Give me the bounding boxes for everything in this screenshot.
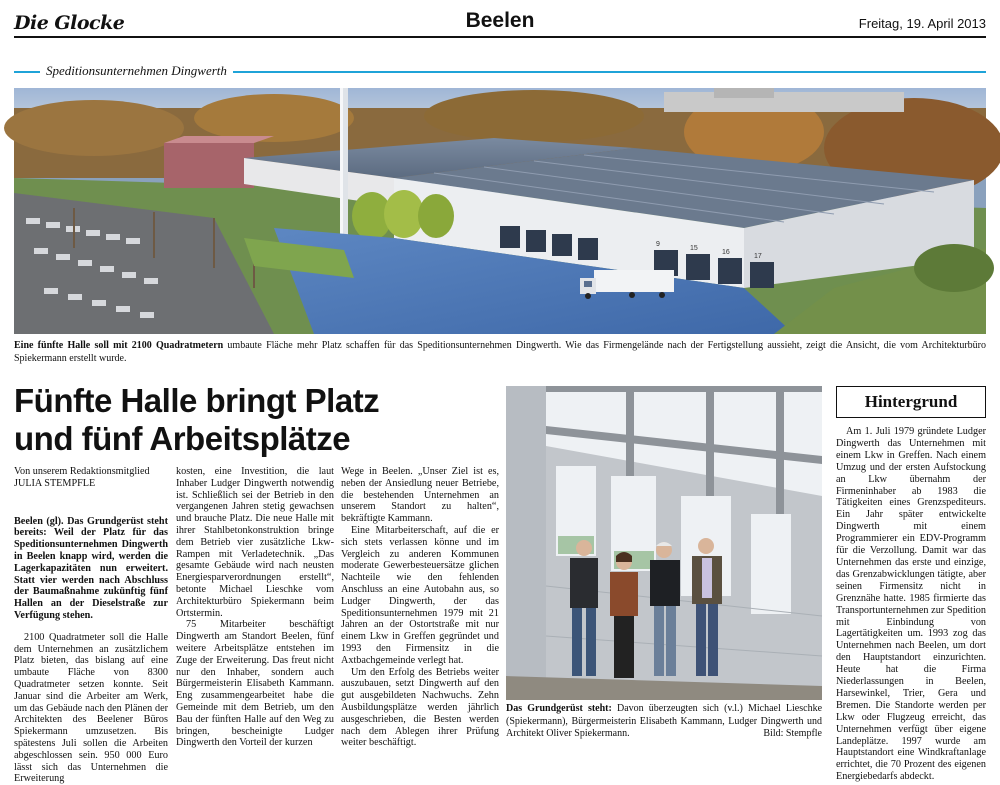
article-paragraph: 2100 Quadratmeter soll die Halle dem Unternehmen an zusätzlichem Platz bieten, das bislang auf eine umbaute Fläche von 8300 Quadratmeter setzen konnte. Seit Januar sind die Arbeiter am Werk, um das Gebäude nach den Plänen der Architekten des Beelener Büros Spiekermann umzusetzen. Bis spätestens Juli sollen die Arbeiten abgeschlossen sein. 950 000 Euro lässt sich das Unternehmen die Erweiterung — [14, 631, 168, 785]
article-column-1 — [14, 466, 168, 785]
caption-lead: Das Grundgerüst steht: — [506, 703, 612, 714]
article-paragraph: Um den Erfolg des Betriebs weiter auszubauen, setzt Dingwerth auf den gut ausgebildeten Nachwuchs. Zehn Ausbildungsplätze werden jährlich ausgeschrieben, die Besten werden nach dem Ablegen ihrer Prüfung weiter beschäftigt. — [341, 666, 499, 749]
photo-credit: Bild: Stempfle — [763, 728, 822, 739]
byline-intro: Von unserem Redaktionsmitglied — [14, 466, 150, 477]
dock-number: 15 — [690, 245, 698, 252]
section-title: Beelen — [465, 9, 535, 32]
sidebar-title: Hintergrund — [836, 386, 986, 418]
kicker-row — [14, 63, 986, 81]
kicker-label: Speditionsunternehmen Dingwerth — [40, 63, 233, 79]
byline-author: JULIA STEMPFLE — [14, 477, 96, 489]
publication-date: Freitag, 19. April 2013 — [858, 16, 986, 31]
headline-line-1: Fünfte Halle bringt Platz — [14, 382, 380, 419]
caption-text: Davon überzeugten sich (v.l.) Michael Lieschke (Spiekermann), Bürgermeisterin Elisabeth Kammann, Ludger Dingwerth und Architekt Oliver Spiekermann. — [506, 703, 823, 739]
article-paragraph: Wege in Beelen. „Unser Ziel ist es, neben der Ansiedlung neuer Betriebe, die bestehenden Unternehmen an unserem Standort zu halten“, bekräftigte Kammann. — [341, 466, 499, 525]
article-column-2 — [176, 466, 334, 749]
newspaper-logo: Die Glocke — [14, 12, 125, 34]
dock-number: 16 — [722, 249, 730, 256]
kicker-rule-lead — [14, 71, 36, 73]
architect-rendering-photo — [14, 88, 986, 334]
article-paragraph: kosten, eine Investition, die laut Inhaber Ludger Dingwerth notwendig ist. Schließlich sei der Betrieb in den vergangenen Jahren stetig gewachsen und brauche Platz. Die neue Halle mit ihrer Stahlbetonkonstruktion bringe dem Betrieb vier zusätzliche Lkw-Rampen mit Verladetechnik. „Das gesamte Gebäude wird nach neusten Energiesparverordnungen erstellt“, betonte Michael Lieschke vom Architekturbüro Spiekermann beim Ortstermin. — [176, 466, 334, 619]
people-at-construction-illustration — [506, 386, 822, 700]
second-photo-caption — [506, 703, 822, 741]
article-column-3 — [341, 466, 499, 749]
main-photo-caption — [14, 340, 986, 365]
masthead — [14, 8, 986, 38]
construction-site-photo — [506, 386, 822, 700]
caption-text: umbaute Fläche mehr Platz schaffen für das Speditionsunternehmen Dingwerth. Wie das Firmengelände nach der Fertigstellung aussieht, zeigt die Ansicht, die vom Architekturbüro Spiekermann erstellt wurde. — [14, 340, 986, 364]
dock-number: 17 — [754, 253, 762, 260]
aerial-rendering-illustration — [14, 88, 986, 334]
dock-number: 9 — [656, 241, 660, 248]
sidebar-body: Am 1. Juli 1979 gründete Ludger Dingwerth das Unternehmen mit einem Lkw in Greffen. Nach einem Umzug und der ersten Aufstockung an Lkw übernahm der Firmeninhaber ab 1983 die Tätigkeiten eines Grenzspediteurs. Ein Jahr später entwickelte Dingwerth mit einem Programmierer ein EDV-Programm für die Verzollung. Damit war das Unternehmen das erste und einzige, das Grenzabwicklungen tätigte, aber seinen Firmensitz nicht in Grenznähe hatte. 1985 firmierte das Transportunternehmen zur Spedition mit Einbindung von Lagertätigkeiten um. 1993 zog das Unternehmen nach Beelen, um dort den Hauptstandort einzurichten. Heute hat die Firma Niederlassungen in Beelen, Harsewinkel, Trier, Gera und Bremen. Die Standorte werden per Lkw oder Flugzeug erreicht, das Unternehmen verfügt über eigene Landeplätze. 1997 wurde am Hauptstandort eine Windkraftanlage errichtet, die 70 Prozent des eigenen Energiebedarfs abdeckt. — [836, 426, 986, 783]
article-paragraph: Eine Mitarbeiterschaft, auf die er sich stets verlassen könne und im Vergleich zu anderen Kommunen moderate Gewerbesteuersätze glichen Nachteile wie den fehlenden Anschluss an eine Autobahn aus, so Ludger Dingwerth, der das Speditionsunternehmen 1979 mit 21 Jahren an der Ostortstraße mit nur einem Lkw in Greffen gegründet und 1993 den Firmensitz in die Axtbachgemeinde verlegt hat. — [341, 524, 499, 666]
article-paragraph: 75 Mitarbeiter beschäftigt Dingwerth am Standort Beelen, fünf weitere Arbeitsplätze entstehen im Zuge der Erweiterung. Das freut nicht nur den Inhaber, sondern auch Bürgermeisterin Elisabeth Kammann. Eng zusammengearbeitet habe die Gemeinde mit dem Betrieb, um den Bau der fünften Halle auf den Weg zu bringen, bescheinigte Ludger Dingwerth den Vorteil der kurzen — [176, 619, 334, 749]
headline-line-2: und fünf Arbeitsplätze — [14, 420, 351, 457]
caption-lead: Eine fünfte Halle soll mit 2100 Quadratmetern — [14, 340, 224, 351]
article-headline — [14, 382, 494, 458]
article-teaser: Beelen (gl). Das Grundgerüst steht bereits: Weil der Platz für das Speditionsunternehmen Dingwerth in Beelen knapp wird, werden die Lagerkapazitäten nun erweitert. Statt vier werden nach Abschluss der Baumaßnahme zukünftig fünf Hallen an der Dieselstraße zur Verfügung stehen. — [14, 515, 168, 621]
